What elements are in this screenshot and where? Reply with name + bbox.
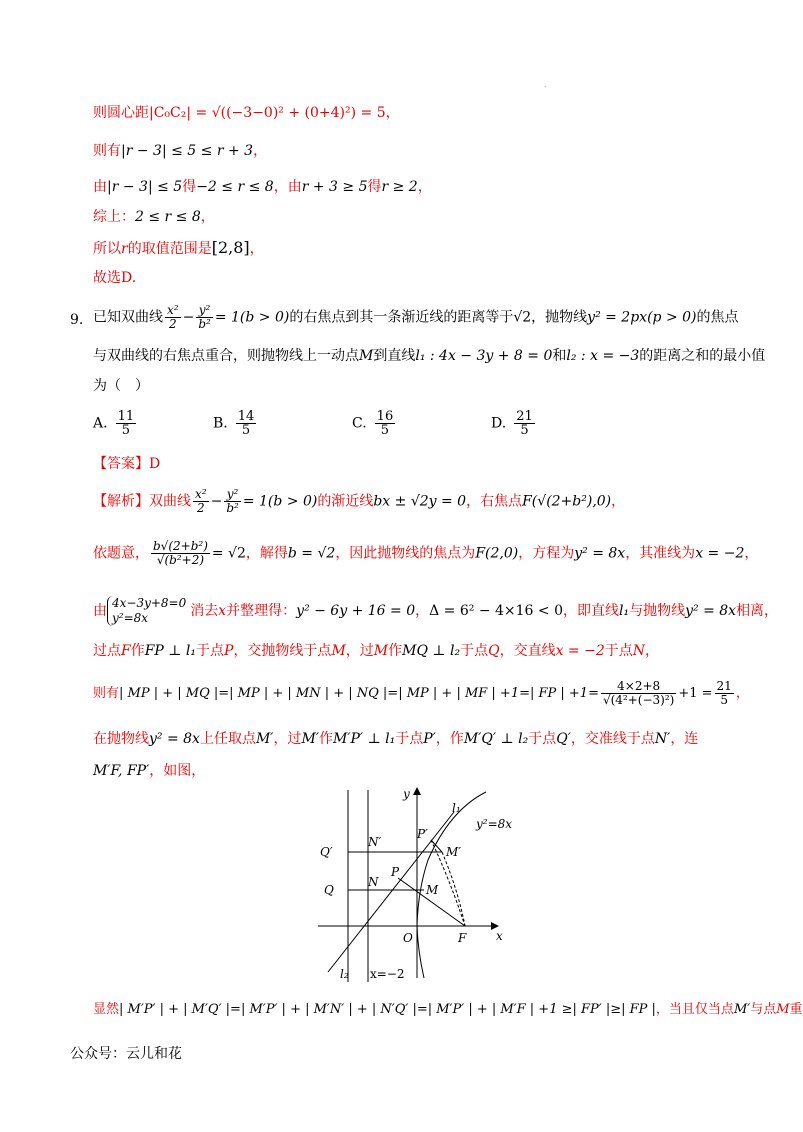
footer-source: 公众号：云儿和花 [70,1046,182,1062]
text: 重 [789,1002,803,1017]
math: M′ [255,731,274,747]
text: ， [611,493,626,510]
denominator: 5 [520,423,529,438]
math: y² = 8x [685,603,737,619]
text: 上任取点 [199,731,256,747]
text: ，即直线 [563,603,619,619]
math: | M′P′ | + | M′Q′ |=| M′P′ | + | M′N′ | + | N′Q′ |=| M′P′ | + | M′F | +1 ≥| FP′ |≥| FP | [119,1002,656,1017]
math: F(2,0) [475,545,519,562]
numerator: 21 [716,679,732,693]
corner-mark: . [544,80,547,89]
equation-system [107,596,186,626]
label-N: N [368,875,379,889]
text: 并整理得： [226,603,297,619]
denominator: 5 [241,423,251,438]
option-label: D. [491,415,507,432]
text: 得 [367,179,382,195]
analysis-line-7 [93,761,205,781]
label-parabola: y²=8x [476,817,513,831]
math: M′ [301,731,319,747]
text: ， [645,643,659,659]
math: M [331,643,346,659]
numerator: y² [196,304,213,318]
text: 到直线 [373,348,416,364]
numerator: 14 [237,409,255,424]
math: r + 3 ≥ 5 [301,179,368,195]
option-fraction [116,410,137,437]
minus: − [182,309,195,326]
text: 和 [552,348,567,364]
text: 的取值范围是 [127,241,212,257]
math: x = −2 [695,545,745,562]
math: l₁ : 4x − 3y + 8 = 0 [415,348,553,364]
text: ，其准线为 [625,545,696,562]
math: 2 ≤ r ≤ 8 [135,209,201,225]
math: M′ [733,1002,751,1017]
math: F(√(2+b²),0) [522,493,612,510]
math: y² = 8x [149,731,200,747]
solution-line-summary [93,207,215,227]
text: ，交直线 [499,643,556,659]
analysis-line-5 [93,680,749,707]
text: 则有 [93,686,120,701]
text: ，交抛物线于点 [233,643,332,659]
equation: 4x−3y+8=0 [112,596,187,610]
text: 过点 [93,643,121,659]
text: ， [417,179,432,195]
numerator: x² [167,303,179,317]
text: ，方程为 [518,545,575,562]
math: bx ± √2y = 0 [373,493,467,510]
math: M′P′ ⊥ l₁ [333,731,396,747]
label-P2: P′ [417,827,428,841]
math: |r − 3| ≤ 5 [107,179,183,195]
label-y: y [403,787,410,801]
denominator: √(b²+2) [156,553,205,567]
text: 消去 [190,603,219,619]
text: ，抛物线 [531,309,588,326]
math: Δ = 6² − 4×16 < 0 [429,603,563,619]
math: M [373,643,389,659]
text: 的距离之和的最小值 [639,348,766,364]
math: MQ ⊥ l₂ [402,643,461,659]
math: Q′ [556,731,571,747]
text: 得 [182,179,197,195]
fraction [165,304,181,331]
denominator: 2 [168,317,177,331]
question-line-2 [93,346,765,366]
fraction [715,680,734,707]
numerator: b√(2+b²) [153,539,208,553]
math: P [224,643,234,659]
denominator: 5 [380,423,390,438]
text: ，过 [345,643,374,659]
fraction [224,488,241,515]
text: ， [200,209,215,225]
fraction [601,680,676,707]
minus: − [210,493,223,510]
analysis-line-1 [93,488,625,515]
text: ， [253,143,268,159]
numerator: y² [224,488,241,502]
question-line-3: 为（ ） [93,378,149,394]
math: y² = 8x [574,545,626,562]
math: |r − 3| ≤ 5 ≤ r + 3 [121,143,254,159]
option-fraction [375,410,396,437]
text: 于点 [604,643,633,659]
math: √2 [513,309,532,326]
option-d[interactable] [491,410,537,437]
math: +1 = [678,686,713,701]
label-x: x [496,929,503,943]
option-label: A. [93,415,108,432]
label-O: O [403,931,413,945]
text: 与双曲线的右焦点重合，则抛物线上一动点 [93,348,359,364]
text: 作 [388,643,403,659]
label-M2: M′ [446,845,462,859]
text: 的右焦点到其一条渐近线的距离等于 [289,309,514,326]
math: = √2 [211,545,246,562]
text: ，如图， [149,763,206,779]
analysis-line-2 [93,540,758,567]
text: ，作 [435,731,464,747]
math: r ≥ 2 [381,179,418,195]
math: = 1(b > 0) [242,493,318,510]
solution-line-choice: 故选D. [93,270,137,286]
numerator: 16 [376,409,394,424]
solution-line-distance: 则圆心距|C₀C₂| = √((−3−0)² + (0+4)²) = 5， [93,105,400,121]
text: ，过 [273,731,302,747]
equation: y²=8x [112,611,149,625]
analysis-line-8 [93,1000,803,1020]
math: Q [488,643,500,659]
analysis-line-6 [93,729,698,749]
math: l₁ [619,603,630,619]
text: 的焦点 [696,309,739,326]
solution-line-inequality [93,141,267,161]
option-c[interactable] [352,410,397,437]
analysis-line-3 [93,596,778,626]
math: M [359,348,374,364]
text: ，连 [670,731,699,747]
text: 于点 [460,643,489,659]
question-number: 9. [70,312,84,328]
denominator: 5 [121,423,130,438]
denominator: b² [198,317,211,331]
fraction [151,540,210,567]
label-Q2: Q′ [320,845,333,859]
text: 作 [319,731,333,747]
option-a[interactable] [93,410,138,437]
math: F [121,643,131,659]
text: 依题意， [93,545,149,562]
math: | MP | + | MQ |=| MP | + | MN | + | NQ |=| MP | + | MF | +1=| FP | +1= [119,686,599,701]
geometry-figure [300,780,520,990]
text: ，右焦点 [466,493,523,510]
numerator: 4×2+8 [601,680,676,694]
label-N2: N′ [368,835,382,849]
math: P′ [423,731,436,747]
denominator: b² [226,501,239,515]
text: ， [415,603,430,619]
text: 于点 [196,643,225,659]
text: 作 [130,643,145,659]
text: ，由 [273,179,302,195]
text: ， [249,241,264,257]
math: N [632,643,645,659]
solution-line-range [93,238,264,259]
answer-line: 【答案】D [93,456,161,472]
question-line-1 [93,304,739,331]
denominator: 5 [720,693,728,707]
option-label: B. [213,415,228,432]
text: 与抛物线 [629,603,686,619]
math: = 1(b > 0) [214,309,290,326]
math: FP ⊥ l₁ [144,643,197,659]
label-Q: Q [324,883,334,897]
text: 由 [93,603,107,619]
math: l₂ : x = −3 [566,348,640,364]
text: 的渐近线 [317,493,374,510]
label-directrix: x=−2 [370,967,405,981]
text: ，当且仅当点 [655,1002,734,1017]
math: M′Q′ ⊥ l₂ [463,731,529,747]
label-l2: l₂ [340,967,349,981]
text: 由 [93,179,107,195]
text: 与点 [750,1002,777,1017]
math: r [121,241,128,257]
math: y² = 2px(p > 0) [587,309,697,326]
numerator: 11 [117,409,135,424]
text: 在抛物线 [93,731,149,747]
label-l1: l₁ [452,801,461,815]
fraction [193,488,209,515]
denominator: √(4²+(−3)²) [602,693,675,707]
option-fraction [236,410,257,437]
text: 于点 [528,731,557,747]
text: 综上： [93,209,135,225]
math: −2 ≤ r ≤ 8 [196,179,274,195]
math: N′ [654,731,671,747]
label-M: M [426,883,439,897]
text: 于点 [395,731,424,747]
text: ，交准线于点 [570,731,655,747]
text: ， [735,686,749,701]
math: M′F, FP′ [93,763,150,779]
math: x = −2 [555,643,605,659]
label-F: F [458,931,467,945]
denominator: 2 [196,501,205,515]
option-b[interactable] [213,410,258,437]
text: 【解析】双曲线 [93,493,191,510]
text: 则有 [93,143,121,159]
text: 已知双曲线 [93,309,163,326]
numerator: x² [195,487,207,501]
text: 所以 [93,241,121,257]
math: x [218,603,227,619]
text: ，解得 [245,545,288,562]
label-P: P [391,865,400,879]
option-label: C. [352,415,367,432]
solution-line-solve [93,177,432,197]
math: M [776,1002,790,1017]
text: ，因此抛物线的焦点为 [335,545,476,562]
text: ， [744,545,759,562]
analysis-line-4 [93,641,659,661]
text: 显然 [93,1002,120,1017]
numerator: 21 [516,409,533,424]
text: 相离， [736,603,779,619]
fraction [196,304,213,331]
math: b = √2 [287,545,336,562]
option-fraction [514,410,535,437]
math: y² − 6y + 16 = 0 [296,603,416,619]
math: [2,8] [211,238,250,257]
